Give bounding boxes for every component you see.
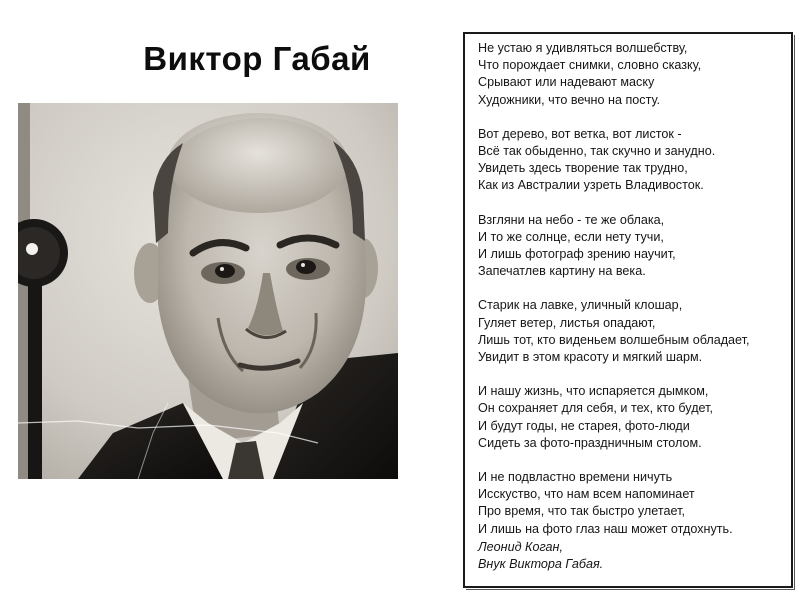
- poem-line: Исскуство, что нам всем напоминает: [478, 487, 695, 502]
- poem-signature: [478, 539, 603, 573]
- signature-author: Леонид Коган,: [478, 540, 563, 554]
- poem-line: Как из Австралии узреть Владивосток.: [478, 178, 704, 193]
- poem-stanza: [478, 469, 796, 538]
- page-title: Виктор Габай: [143, 40, 371, 77]
- poem-stanza: [478, 40, 796, 109]
- poem-line: Не устаю я удивляться волшебству,: [478, 41, 688, 55]
- poem-line: Всё так обыденно, так скучно и занудно.: [478, 144, 716, 159]
- poem-stanza: [478, 212, 796, 281]
- poem-line: И нашу жизнь, что испаряется дымком,: [478, 384, 709, 399]
- poem-line: Сидеть за фото-праздничным столом.: [478, 435, 702, 450]
- poem-line: Гуляет ветер, листья опадают,: [478, 315, 656, 330]
- poem-line: Он сохраняет для себя, и тех, кто будет,: [478, 401, 713, 416]
- poem-line: И то же солнце, если нету тучи,: [478, 229, 664, 244]
- poem-stanza: [478, 383, 796, 452]
- poem-line: Про время, что так быстро улетает,: [478, 504, 685, 519]
- portrait-photo: [18, 103, 398, 479]
- poem-line: Старик на лавке, уличный клошар,: [478, 298, 683, 313]
- poem-line: Увидеть здесь творение так трудно,: [478, 161, 688, 176]
- poem-stanza: [478, 126, 796, 195]
- poem-line: И будут годы, не старея, фото-люди: [478, 418, 690, 433]
- poem-line: Взгляни на небо - те же облака,: [478, 212, 665, 227]
- poem-line: И лишь на фото глаз наш может отдохнуть.: [478, 521, 733, 536]
- signature-relation: Внук Виктора Габая.: [478, 557, 604, 572]
- poem-line: Запечатлев картину на века.: [478, 264, 646, 279]
- poem-text: [478, 40, 796, 555]
- poem-line: И лишь фотограф зрению научит,: [478, 247, 676, 262]
- poem-line: Вот дерево, вот ветка, вот листок -: [478, 126, 682, 141]
- poem-line: Срывают или надевают маску: [478, 75, 655, 90]
- poem-line: Увидит в этом красоту и мягкий шарм.: [478, 350, 703, 365]
- poem-line: Художники, что вечно на посту.: [478, 92, 661, 107]
- portrait-photo-icon: [18, 103, 398, 479]
- poem-line: Что порождает снимки, словно сказку,: [478, 58, 702, 73]
- poem-line: Лишь тот, кто виденьем волшебным обладает,: [478, 332, 750, 347]
- poem-line: И не подвластно времени ничуть: [478, 470, 673, 485]
- poem-stanza: [478, 297, 796, 366]
